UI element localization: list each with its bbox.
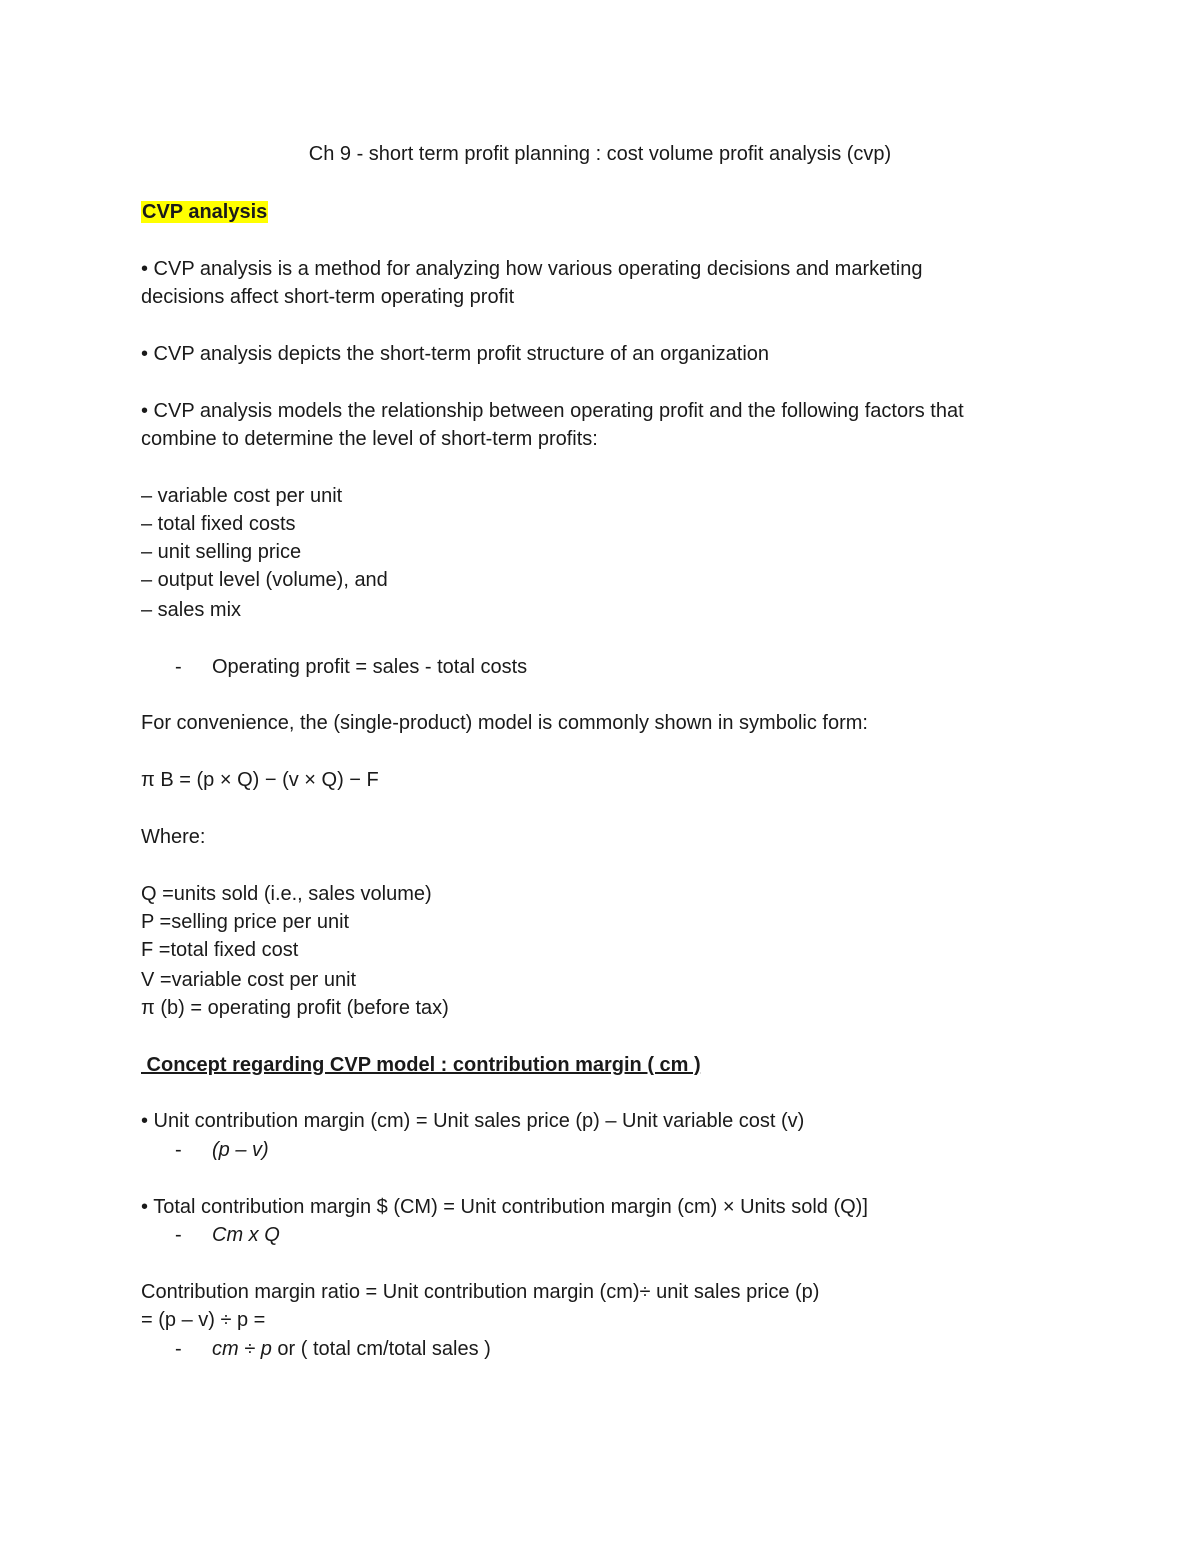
bullet-cvp-method-line1: • CVP analysis is a method for analyzing how various operating decisions and marketing: [141, 258, 923, 280]
where-label: Where:: [141, 826, 206, 848]
total-cm-formula-item: [175, 1221, 280, 1249]
unit-cm-formula: (p – v): [212, 1139, 269, 1161]
cm-ratio-formula-item: [175, 1335, 491, 1363]
definition-item: P =selling price per unit: [141, 911, 350, 933]
factor-item: – output level (volume), and: [141, 569, 388, 591]
convenience-text: For convenience, the (single-product) model is commonly shown in symbolic form:: [141, 712, 868, 734]
unit-cm-formula-item: [175, 1136, 269, 1164]
factor-item: – total fixed costs: [141, 513, 296, 535]
page-title: Ch 9 - short term profit planning : cost volume profit analysis (cvp): [308, 143, 892, 165]
cm-ratio-expression: = (p – v) ÷ p =: [141, 1309, 266, 1331]
factor-item: – sales mix: [141, 599, 242, 621]
underlined-heading-text: Concept regarding CVP model : contribution margin ( cm ): [141, 1054, 701, 1076]
definition-item: F =total fixed cost: [141, 939, 299, 961]
definition-item: Q =units sold (i.e., sales volume): [141, 883, 432, 905]
bullet-total-cm: • Total contribution margin $ (CM) = Unit contribution margin (cm) × Units sold (Q)]: [141, 1196, 868, 1218]
operating-profit-item: [175, 653, 527, 681]
total-cm-formula: Cm x Q: [212, 1224, 280, 1246]
dash-marker: -: [175, 1338, 182, 1360]
section-heading-cvp-analysis: [141, 198, 268, 226]
bullet-cvp-method-line2: decisions affect short-term operating profit: [141, 286, 515, 308]
factor-item: – unit selling price: [141, 541, 302, 563]
cm-ratio-italic: cm ÷ p: [212, 1338, 272, 1360]
section-heading-contribution-margin: [141, 1051, 701, 1079]
operating-profit-text: Operating profit = sales - total costs: [212, 656, 528, 678]
cm-ratio-definition: Contribution margin ratio = Unit contribution margin (cm)÷ unit sales price (p): [141, 1281, 820, 1303]
dash-marker: -: [175, 1224, 182, 1246]
bullet-unit-cm: • Unit contribution margin (cm) = Unit sales price (p) – Unit variable cost (v): [141, 1110, 805, 1132]
bullet-cvp-models-line1: • CVP analysis models the relationship between operating profit and the following factors that: [141, 400, 964, 422]
definition-item: V =variable cost per unit: [141, 969, 357, 991]
factor-item: – variable cost per unit: [141, 485, 343, 507]
symbolic-formula: π B = (p × Q) − (v × Q) − F: [141, 769, 379, 791]
dash-marker: -: [175, 656, 182, 678]
bullet-cvp-depicts: • CVP analysis depicts the short-term profit structure of an organization: [141, 343, 770, 365]
bullet-cvp-models-line2: combine to determine the level of short-term profits:: [141, 428, 598, 450]
definition-item: π (b) = operating profit (before tax): [141, 997, 449, 1019]
cm-ratio-rest: or ( total cm/total sales ): [271, 1338, 491, 1360]
dash-marker: -: [175, 1139, 182, 1161]
highlighted-heading-text: CVP analysis: [142, 201, 268, 223]
